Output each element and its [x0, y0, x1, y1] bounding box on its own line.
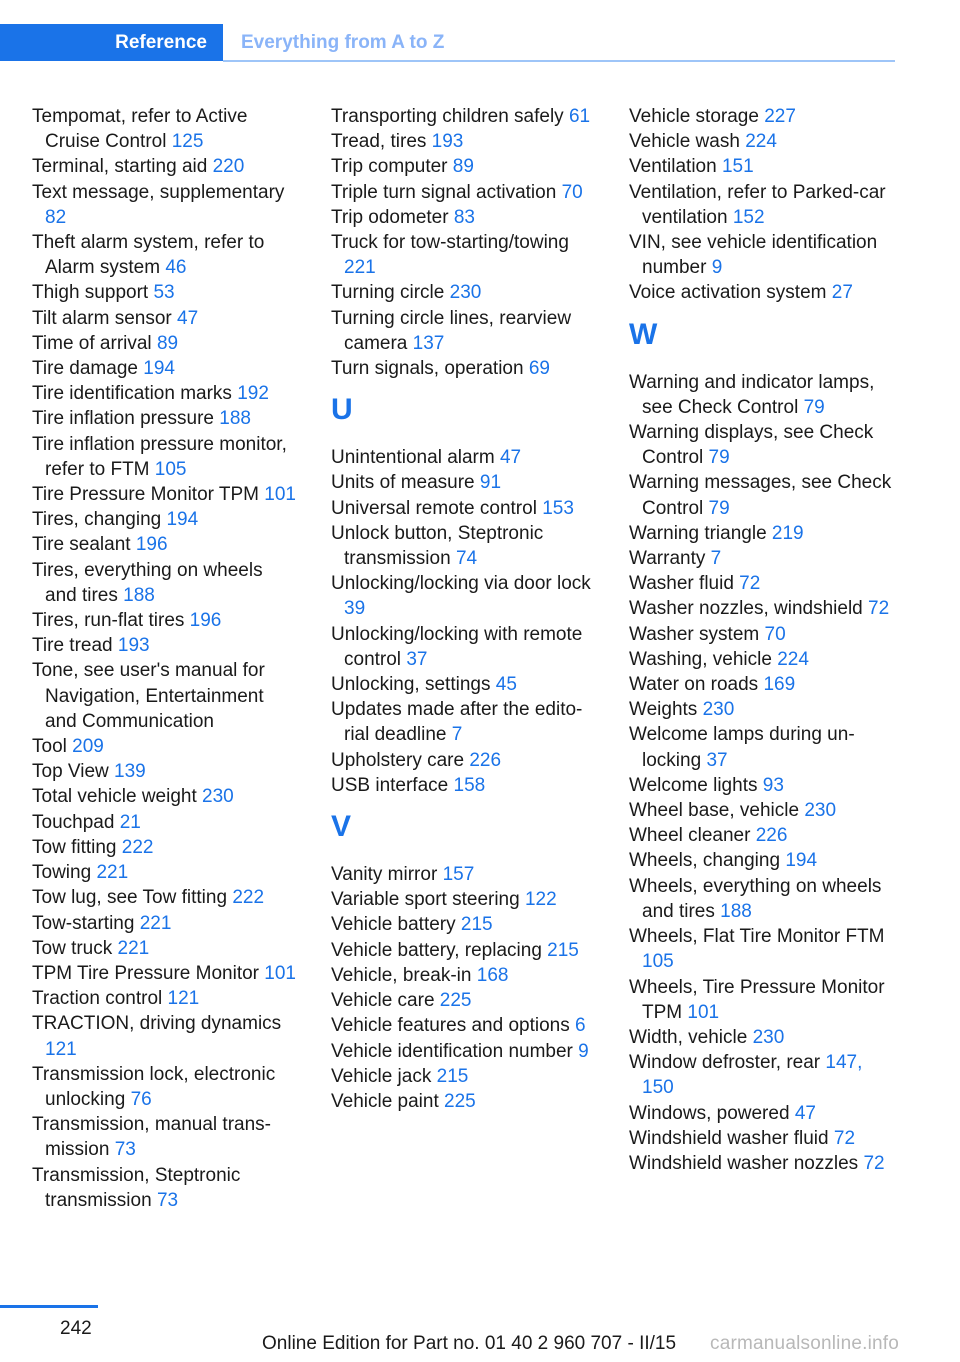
- index-entry: [331, 622, 601, 672]
- index-entry-text: Tire inflation pressure: [32, 408, 214, 430]
- page-reference-link[interactable]: 46: [165, 257, 187, 279]
- page-reference-link[interactable]: 221: [344, 257, 376, 279]
- page-reference-link[interactable]: 121: [167, 988, 200, 1010]
- index-entry: [331, 180, 601, 205]
- page-reference-link[interactable]: 47: [177, 307, 199, 329]
- index-letter-heading: U: [331, 393, 353, 427]
- index-entry-text: Tires, run-flat tires: [32, 610, 185, 632]
- index-entry: [32, 658, 297, 734]
- index-entry-text: Vehicle wash: [629, 131, 740, 153]
- page-reference-link[interactable]: 9: [711, 257, 723, 279]
- index-entry: [629, 370, 899, 420]
- page-reference-link[interactable]: 225: [444, 1090, 476, 1112]
- index-entry-text: TPM Tire Pressure Monitor: [32, 962, 259, 984]
- index-entry-text: Tire tread: [32, 635, 113, 657]
- index-entry-text: Vehicle, break-in: [331, 964, 472, 986]
- index-entry: [32, 532, 297, 557]
- index-entry-text: Wheel base, vehicle: [629, 800, 800, 822]
- index-entry: [331, 496, 601, 521]
- index-entry-text: Tire damage: [32, 358, 138, 380]
- page-reference-link[interactable]: 219: [771, 522, 804, 544]
- index-entry-text: TRACTION, driving dynamics: [32, 1013, 282, 1035]
- page-number: 242: [60, 1318, 92, 1339]
- page-reference-link[interactable]: 105: [642, 951, 674, 973]
- index-entry-text: VIN, see vehicle identification number: [629, 232, 878, 279]
- index-entry-text: Washing, vehicle: [629, 648, 772, 670]
- index-entry-text: Traction control: [32, 988, 163, 1010]
- index-entry-text: Touchpad: [32, 811, 115, 833]
- index-entry: [629, 697, 899, 722]
- index-column-1: [32, 104, 297, 1213]
- page-reference-link[interactable]: 188: [219, 408, 251, 430]
- index-entry: [32, 356, 297, 381]
- index-entry: [32, 608, 297, 633]
- index-entry: [331, 887, 601, 912]
- index-entry-text: Wheels, Flat Tire Monitor FTM: [629, 926, 885, 948]
- page-reference-link[interactable]: 83: [453, 206, 475, 228]
- index-entry-text: Tow fitting: [32, 836, 117, 858]
- page-reference-link[interactable]: 196: [135, 534, 168, 556]
- page-reference-link[interactable]: 221: [139, 912, 172, 934]
- index-entry: [32, 104, 297, 154]
- index-letter-heading: V: [331, 810, 352, 844]
- index-entry-text: Trip computer: [331, 156, 448, 178]
- index-entry: [32, 154, 297, 179]
- page-reference-link[interactable]: 196: [189, 610, 222, 632]
- index-entry-text: Vehicle features and options: [331, 1015, 570, 1037]
- index-entry-text: Theft alarm system, refer to Alarm system: [32, 232, 265, 279]
- index-entry: [629, 773, 899, 798]
- page-reference-link[interactable]: 101: [264, 484, 296, 506]
- index-entry-text: Tow-starting: [32, 912, 135, 934]
- page-reference-link[interactable]: 147, 150: [642, 1052, 863, 1099]
- index-entry: [32, 381, 297, 406]
- index-entry: [331, 571, 601, 621]
- page-reference-link[interactable]: 152: [732, 206, 765, 228]
- page-reference-link[interactable]: 168: [476, 964, 509, 986]
- index-entry-text: Transmission, manual transmission: [32, 1114, 271, 1161]
- page-reference-link[interactable]: 169: [763, 674, 796, 696]
- index-entry: [331, 306, 601, 356]
- index-entry-text: Unlocking, settings: [331, 674, 491, 696]
- index-entry: [32, 1011, 297, 1061]
- page-reference-link[interactable]: 230: [752, 1026, 785, 1048]
- index-entry-text: Unintentional alarm: [331, 447, 495, 469]
- index-entry: [629, 1025, 899, 1050]
- index-entry: [32, 482, 297, 507]
- page-reference-link[interactable]: 47: [499, 447, 522, 469]
- page-reference-link[interactable]: 79: [708, 447, 730, 469]
- index-entry-text: Vehicle identification number: [331, 1040, 573, 1062]
- index-entry-text: Washer system: [629, 623, 760, 645]
- page-reference-link[interactable]: 193: [431, 131, 464, 153]
- index-entry: [629, 180, 899, 230]
- index-entry: [331, 963, 601, 988]
- index-entry-text: Tires, changing: [32, 509, 162, 531]
- index-entry-text: Wheel cleaner: [629, 825, 751, 847]
- index-entry-text: Trip odometer: [331, 206, 449, 228]
- index-entry-text: Unlock button, Steptronic transmission: [331, 522, 544, 570]
- index-entry: [331, 1089, 601, 1114]
- index-entry-text: Thigh support: [32, 282, 149, 304]
- index-entry: [331, 129, 601, 154]
- page-reference-link[interactable]: 37: [406, 648, 428, 670]
- index-entry: [629, 470, 899, 520]
- index-entry-text: Warning and indicator lamps, see Check Control: [629, 371, 875, 418]
- index-entry: [629, 622, 899, 647]
- index-entry-text: Vehicle storage: [629, 106, 759, 127]
- page-reference-link[interactable]: 157: [442, 864, 475, 886]
- page-reference-link[interactable]: 230: [202, 786, 234, 808]
- index-column-3: [629, 104, 899, 1176]
- index-entry: [629, 1101, 899, 1126]
- index-entry: [629, 722, 899, 772]
- index-entry: [32, 633, 297, 658]
- page-reference-link[interactable]: 151: [721, 156, 754, 178]
- index-entry-text: Tow truck: [32, 937, 113, 959]
- index-entry: [629, 975, 899, 1025]
- index-entry-text: Transmission, Steptronic transmission: [32, 1164, 241, 1211]
- index-entry: [331, 1064, 601, 1089]
- index-entry: [331, 445, 601, 470]
- index-entry-text: Triple turn signal activation: [331, 181, 557, 203]
- index-entry: [32, 986, 297, 1011]
- index-entry-text: Vehicle battery, replacing: [331, 939, 542, 961]
- page-reference-link[interactable]: 101: [264, 962, 296, 984]
- index-entry: [331, 1013, 601, 1038]
- index-entry: [331, 697, 601, 747]
- index-entry: [32, 1112, 297, 1162]
- page-reference-link[interactable]: 101: [687, 1001, 720, 1023]
- index-entry-text: Vehicle care: [331, 990, 435, 1012]
- index-entry-text: USB interface: [331, 774, 449, 796]
- index-entry: [629, 596, 899, 621]
- edition-note: Online Edition for Part no. 01 40 2 960 707 - II/15: [262, 1333, 677, 1354]
- index-entry: [629, 1151, 899, 1176]
- index-entry-text: Unlocking/locking via door lock: [331, 573, 591, 595]
- page-reference-link[interactable]: 215: [547, 939, 579, 961]
- index-entry-text: Turn signals, operation: [331, 358, 524, 380]
- index-entry-text: Terminal, starting aid: [32, 156, 208, 178]
- page-reference-link[interactable]: 194: [785, 850, 818, 872]
- page-reference-link[interactable]: 139: [114, 761, 146, 783]
- index-entry-text: Tire sealant: [32, 534, 131, 556]
- index-entry: [331, 356, 601, 381]
- page-reference-link[interactable]: 105: [154, 458, 187, 480]
- index-entry: [331, 280, 601, 305]
- index-entry-text: Wheels, everything on wheels and tires: [629, 875, 882, 922]
- index-entry: [629, 1050, 899, 1100]
- page-reference-link[interactable]: 137: [412, 332, 445, 354]
- index-entry: [331, 773, 601, 798]
- index-entry-text: Voice activation system: [629, 282, 827, 304]
- index-entry: [32, 1163, 297, 1213]
- index-entry-text: Tire inflation pressure monitor, refer to FTM: [32, 433, 287, 480]
- page-reference-link[interactable]: 226: [755, 825, 788, 847]
- index-entry: [32, 507, 297, 532]
- index-entry: [331, 748, 601, 773]
- index-entry-text: Vehicle paint: [331, 1090, 439, 1112]
- index-entry-text: Vanity mirror: [331, 864, 438, 886]
- index-entry-text: Weights: [629, 699, 698, 721]
- index-entry: [629, 924, 899, 974]
- index-entry-text: Truck for tow-starting/towing: [331, 232, 569, 254]
- index-entry-text: Towing: [32, 862, 92, 884]
- index-entry-text: Tone, see user's manual for Navigation, Entertainment and Communication: [32, 660, 265, 732]
- index-entry-text: Top View: [32, 761, 109, 783]
- page-reference-link[interactable]: 209: [72, 736, 104, 758]
- index-entry-text: Vehicle jack: [331, 1065, 432, 1087]
- page-reference-link[interactable]: 122: [524, 889, 557, 911]
- index-entry-text: Windshield washer fluid: [629, 1127, 829, 1149]
- index-letter-heading: W: [629, 317, 658, 351]
- index-entry: [629, 129, 899, 154]
- index-entry: [629, 1126, 899, 1151]
- index-entry-text: Windshield washer nozzles: [629, 1152, 859, 1174]
- index-entry-text: Text message, supplementary: [32, 181, 285, 203]
- header-rule: [223, 60, 895, 62]
- index-entry-text: Warning messages, see Check Control: [629, 472, 892, 519]
- page-reference-link[interactable]: 74: [455, 548, 478, 570]
- index-entry: [32, 558, 297, 608]
- index-entry: [32, 306, 297, 331]
- index-entry: [32, 734, 297, 759]
- page-reference-link[interactable]: 230: [804, 800, 837, 822]
- page-reference-link[interactable]: 53: [153, 282, 175, 304]
- index-entry-text: Updates made after the editorial deadline: [331, 699, 583, 746]
- index-entry-text: Transmission lock, electronic unlocking: [32, 1063, 276, 1110]
- index-entry-text: Tire identification marks: [32, 383, 232, 405]
- page-reference-link[interactable]: 69: [528, 358, 550, 380]
- index-entry-text: Tool: [32, 736, 67, 758]
- index-entry: [629, 647, 899, 672]
- index-entry: [32, 230, 297, 280]
- page-reference-link[interactable]: 230: [702, 699, 735, 721]
- page-reference-link[interactable]: 221: [117, 937, 150, 959]
- index-entry: [629, 230, 899, 280]
- index-entry: [32, 961, 297, 986]
- page-reference-link[interactable]: 153: [542, 497, 574, 519]
- index-entry: [629, 571, 899, 596]
- index-entry-text: Wheels, Tire Pressure Monitor TPM: [629, 976, 885, 1023]
- page-reference-link[interactable]: 158: [453, 774, 486, 796]
- page-reference-link[interactable]: 6: [575, 1015, 586, 1037]
- page-reference-link[interactable]: 91: [479, 472, 502, 494]
- page-reference-link[interactable]: 72: [739, 573, 761, 595]
- page-reference-link[interactable]: 70: [764, 623, 786, 645]
- page-reference-link[interactable]: 76: [130, 1088, 152, 1110]
- page-reference-link[interactable]: 230: [449, 282, 482, 304]
- index-entry-text: Tilt alarm sensor: [32, 307, 172, 329]
- page-reference-link[interactable]: 79: [803, 396, 825, 418]
- index-entry: [32, 759, 297, 784]
- index-entry-text: Total vehicle weight: [32, 786, 197, 808]
- index-entry-text: Washer fluid: [629, 573, 734, 595]
- index-entry: [629, 280, 899, 305]
- page-reference-link[interactable]: 89: [452, 156, 474, 178]
- subsection-label: Everything from A to Z: [241, 32, 445, 53]
- index-entry: [629, 154, 899, 179]
- index-entry: [32, 432, 297, 482]
- index-entry-text: Ventilation, refer to Parked-car ventilation: [629, 181, 886, 228]
- index-entry-text: Turning circle lines, rearview camera: [331, 307, 572, 354]
- page-reference-link[interactable]: 21: [119, 811, 141, 833]
- page-reference-link[interactable]: 72: [868, 598, 890, 620]
- page-reference-link[interactable]: 220: [212, 156, 245, 178]
- page-reference-link[interactable]: 72: [833, 1127, 856, 1149]
- index-entry-text: Window defroster, rear: [629, 1052, 821, 1074]
- index-entry: [32, 835, 297, 860]
- index-entry-text: Washer nozzles, windshield: [629, 598, 863, 620]
- index-entry-text: Width, vehicle: [629, 1026, 748, 1048]
- index-entry-text: Unlocking/locking with remote control: [331, 623, 583, 670]
- index-entry-text: Water on roads: [629, 674, 759, 696]
- index-entry: [629, 546, 899, 571]
- page-reference-link[interactable]: 39: [344, 598, 366, 620]
- index-entry: [629, 798, 899, 823]
- index-entry: [32, 936, 297, 961]
- page-reference-link[interactable]: 82: [45, 206, 67, 228]
- watermark: carmanualsonline.info: [710, 1333, 900, 1354]
- page-reference-link[interactable]: 225: [439, 990, 472, 1012]
- page-reference-link[interactable]: 215: [436, 1065, 469, 1087]
- index-entry: [629, 104, 899, 129]
- page-reference-link[interactable]: 47: [794, 1102, 816, 1124]
- index-entry: [629, 823, 899, 848]
- index-entry: [32, 860, 297, 885]
- index-entry: [629, 420, 899, 470]
- index-entry: [331, 1039, 601, 1064]
- page-reference-link[interactable]: 9: [578, 1040, 589, 1062]
- index-entry-text: Tire Pressure Monitor TPM: [32, 484, 259, 506]
- index-entry: [32, 1062, 297, 1112]
- index-entry: [32, 280, 297, 305]
- section-tab: [0, 24, 223, 61]
- index-entry: [331, 988, 601, 1013]
- index-entry: [32, 331, 297, 356]
- index-entry: [32, 885, 297, 910]
- index-entry-text: Transporting children safely: [331, 106, 564, 127]
- page-reference-link[interactable]: 194: [143, 358, 175, 380]
- index-entry-text: Tempomat, refer to Active Cruise Control: [32, 106, 248, 153]
- page-reference-link[interactable]: 7: [451, 724, 463, 746]
- index-entry: [32, 911, 297, 936]
- page-reference-link[interactable]: 224: [745, 131, 777, 153]
- index-entry: [331, 154, 601, 179]
- index-entry-text: Upholstery care: [331, 749, 465, 771]
- page-reference-link[interactable]: 188: [123, 584, 155, 606]
- page-reference-link[interactable]: 27: [831, 282, 853, 304]
- index-entry-text: Time of arrival: [32, 332, 152, 354]
- index-entry-text: Windows, powered: [629, 1102, 790, 1124]
- section-label: Reference: [115, 32, 207, 53]
- index-entry-text: Vehicle battery: [331, 914, 456, 936]
- index-entry-text: Welcome lights: [629, 774, 758, 796]
- index-entry-text: Ventilation: [629, 156, 717, 178]
- page-reference-link[interactable]: 93: [762, 774, 784, 796]
- page-reference-link[interactable]: 215: [460, 914, 493, 936]
- index-entry-text: Turning circle: [331, 282, 445, 304]
- index-entry-text: Wheels, changing: [629, 850, 781, 872]
- index-entry-text: Tread, tires: [331, 131, 427, 153]
- index-entry-text: Units of measure: [331, 472, 475, 494]
- index-entry: [629, 672, 899, 697]
- page-reference-link[interactable]: 89: [156, 332, 179, 354]
- index-entry: [32, 784, 297, 809]
- page-reference-link[interactable]: 7: [710, 548, 722, 570]
- page-reference-link[interactable]: 192: [237, 383, 269, 405]
- index-entry-text: Tow lug, see Tow fitting: [32, 887, 228, 909]
- page-reference-link[interactable]: 194: [166, 509, 199, 531]
- page-reference-link[interactable]: 79: [708, 497, 730, 519]
- index-entry: [331, 521, 601, 571]
- index-entry-text: Welcome lamps during unlocking: [629, 724, 855, 771]
- page-reference-link[interactable]: 70: [561, 181, 583, 203]
- footer-rule: [0, 1305, 98, 1308]
- index-entry: [331, 230, 601, 280]
- page-reference-link[interactable]: 121: [45, 1038, 77, 1060]
- index-entry-text: Warranty: [629, 548, 706, 570]
- page-reference-link[interactable]: 221: [96, 862, 129, 884]
- index-entry: [331, 205, 601, 230]
- index-entry: [331, 672, 601, 697]
- page-reference-link[interactable]: 45: [495, 674, 517, 696]
- page-reference-link[interactable]: 37: [706, 749, 728, 771]
- index-entry: [32, 406, 297, 431]
- page-reference-link[interactable]: 193: [117, 635, 150, 657]
- page-reference-link[interactable]: 222: [121, 836, 154, 858]
- index-entry-text: Warning displays, see Check Control: [629, 422, 874, 469]
- page-reference-link[interactable]: 188: [720, 900, 752, 922]
- index-entry: [629, 521, 899, 546]
- page-reference-link[interactable]: 72: [863, 1152, 885, 1174]
- index-entry: [629, 874, 899, 924]
- page-reference-link[interactable]: 224: [777, 648, 809, 670]
- page-reference-link[interactable]: 61: [568, 106, 591, 127]
- index-entry: [331, 912, 601, 937]
- index-entry-text: Variable sport steering: [331, 889, 520, 911]
- index-entry: [32, 180, 297, 230]
- page-reference-link[interactable]: 73: [156, 1189, 179, 1211]
- index-entry: [629, 848, 899, 873]
- page-reference-link[interactable]: 227: [764, 106, 796, 127]
- index-entry-text: Universal remote control: [331, 497, 537, 519]
- index-entry: [331, 104, 601, 129]
- index-entry: [331, 938, 601, 963]
- index-entry: [331, 470, 601, 495]
- page-reference-link[interactable]: 226: [469, 749, 502, 771]
- page-reference-link[interactable]: 125: [171, 131, 204, 153]
- page-reference-link[interactable]: 73: [114, 1139, 136, 1161]
- index-entry-text: Tires, everything on wheels and tires: [32, 559, 263, 606]
- page-header: [0, 24, 895, 61]
- index-entry: [331, 862, 601, 887]
- page-reference-link[interactable]: 222: [232, 887, 265, 909]
- index-entry-text: Warning triangle: [629, 522, 767, 544]
- index-column-2: [331, 104, 601, 1114]
- index-entry: [32, 810, 297, 835]
